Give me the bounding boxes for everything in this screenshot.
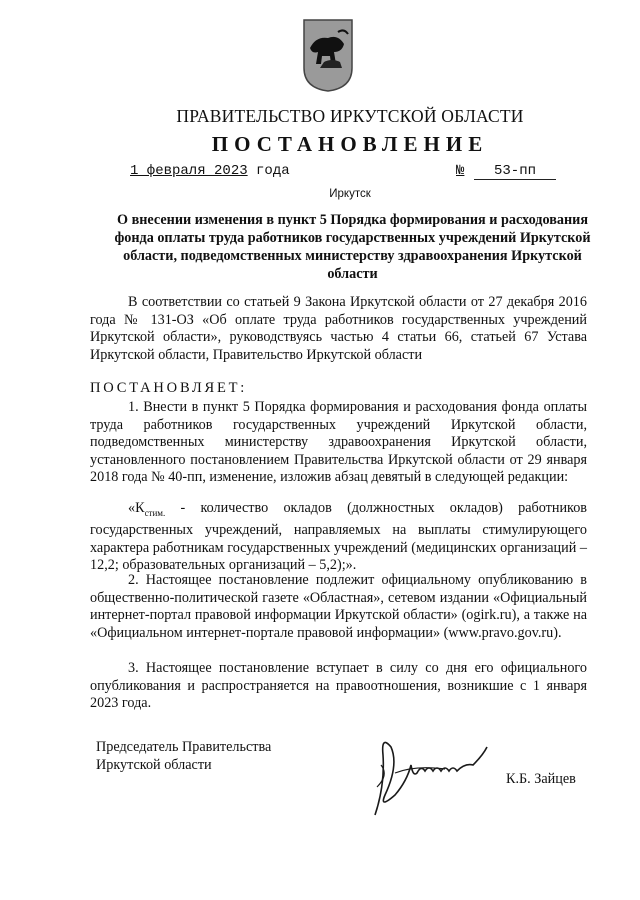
item-2-paragraph bbox=[90, 572, 587, 642]
signatory-title-line2: Иркутской области bbox=[96, 757, 212, 773]
date-suffix: года bbox=[256, 163, 290, 179]
item-3-paragraph bbox=[90, 660, 587, 713]
resolves-label: ПОСТАНОВЛЯЕТ: bbox=[90, 380, 248, 396]
quote-rest: - количество окладов (должностных окладов) работников государственных учреждений, направляемых на выплаты стимулирующего характера работникам государственных учреждений (медицинских организаций – 12,2; образовательных организаций – 5,2);». bbox=[90, 500, 587, 574]
item-1-text: 1. Внести в пункт 5 Порядка формирования и расходования фонда оплаты труда работников государственных учреждений Иркутской области, подведомственных министерству здравоохранения Иркутской области, установленного постановлением Правительства Иркутской области от 29 января 2018 года № 40-пп, изменение, изложив абзац девятый в следующей редакции: bbox=[90, 399, 587, 485]
number-label: № bbox=[456, 163, 465, 179]
document-heading: О внесении изменения в пункт 5 Порядка формирования и расходования фонда оплаты труда работников государственных учреждений Иркутской области, подведомственных министерству здравоохранения Иркутской области bbox=[114, 212, 591, 282]
government-name: ПРАВИТЕЛЬСТВО ИРКУТСКОЙ ОБЛАСТИ bbox=[176, 106, 524, 126]
document-type-title: ПОСТАНОВЛЕНИЕ bbox=[211, 132, 489, 156]
document-date bbox=[130, 163, 290, 179]
document-number: 53-пп bbox=[474, 163, 556, 180]
item-1-paragraph bbox=[90, 399, 587, 487]
handwritten-signature bbox=[355, 725, 505, 825]
item-3-text: 3. Настоящее постановление вступает в силу со дня его официального опубликования и распространяется на правоотношения, возникшие с 1 января 2023 года. bbox=[90, 660, 587, 711]
item-2-text: 2. Настоящее постановление подлежит официальному опубликованию в общественно-политической газете «Областная», сетевом издании «Официальный интернет-портал правовой информации Иркутской области» (ogirk.ru), а также на «Официальном интернет-портале правовой информации» (www.pravo.gov.ru). bbox=[90, 572, 587, 641]
quote-subscript: стим. bbox=[144, 507, 166, 518]
signatory-title-line1: Председатель Правительства bbox=[96, 739, 272, 755]
coat-of-arms-icon bbox=[302, 18, 354, 92]
quoted-amendment bbox=[90, 500, 587, 575]
preamble-text: В соответствии со статьей 9 Закона Иркутской области от 27 декабря 2016 года № 131-ОЗ «Об оплате труда работников государственных учреждений Иркутской области», руководствуясь частью 4 статьи 66, статьей 67 Устава Иркутской области, Правительство Иркутской области bbox=[90, 294, 587, 363]
city-name: Иркутск bbox=[329, 188, 371, 200]
date-value: 1 февраля 2023 bbox=[130, 163, 248, 179]
signatory-title bbox=[96, 738, 271, 774]
quote-k: «К bbox=[128, 500, 145, 516]
preamble-paragraph bbox=[90, 294, 587, 364]
signatory-name: К.Б. Зайцев bbox=[506, 771, 576, 787]
quoted-amendment-paragraph bbox=[90, 500, 587, 575]
